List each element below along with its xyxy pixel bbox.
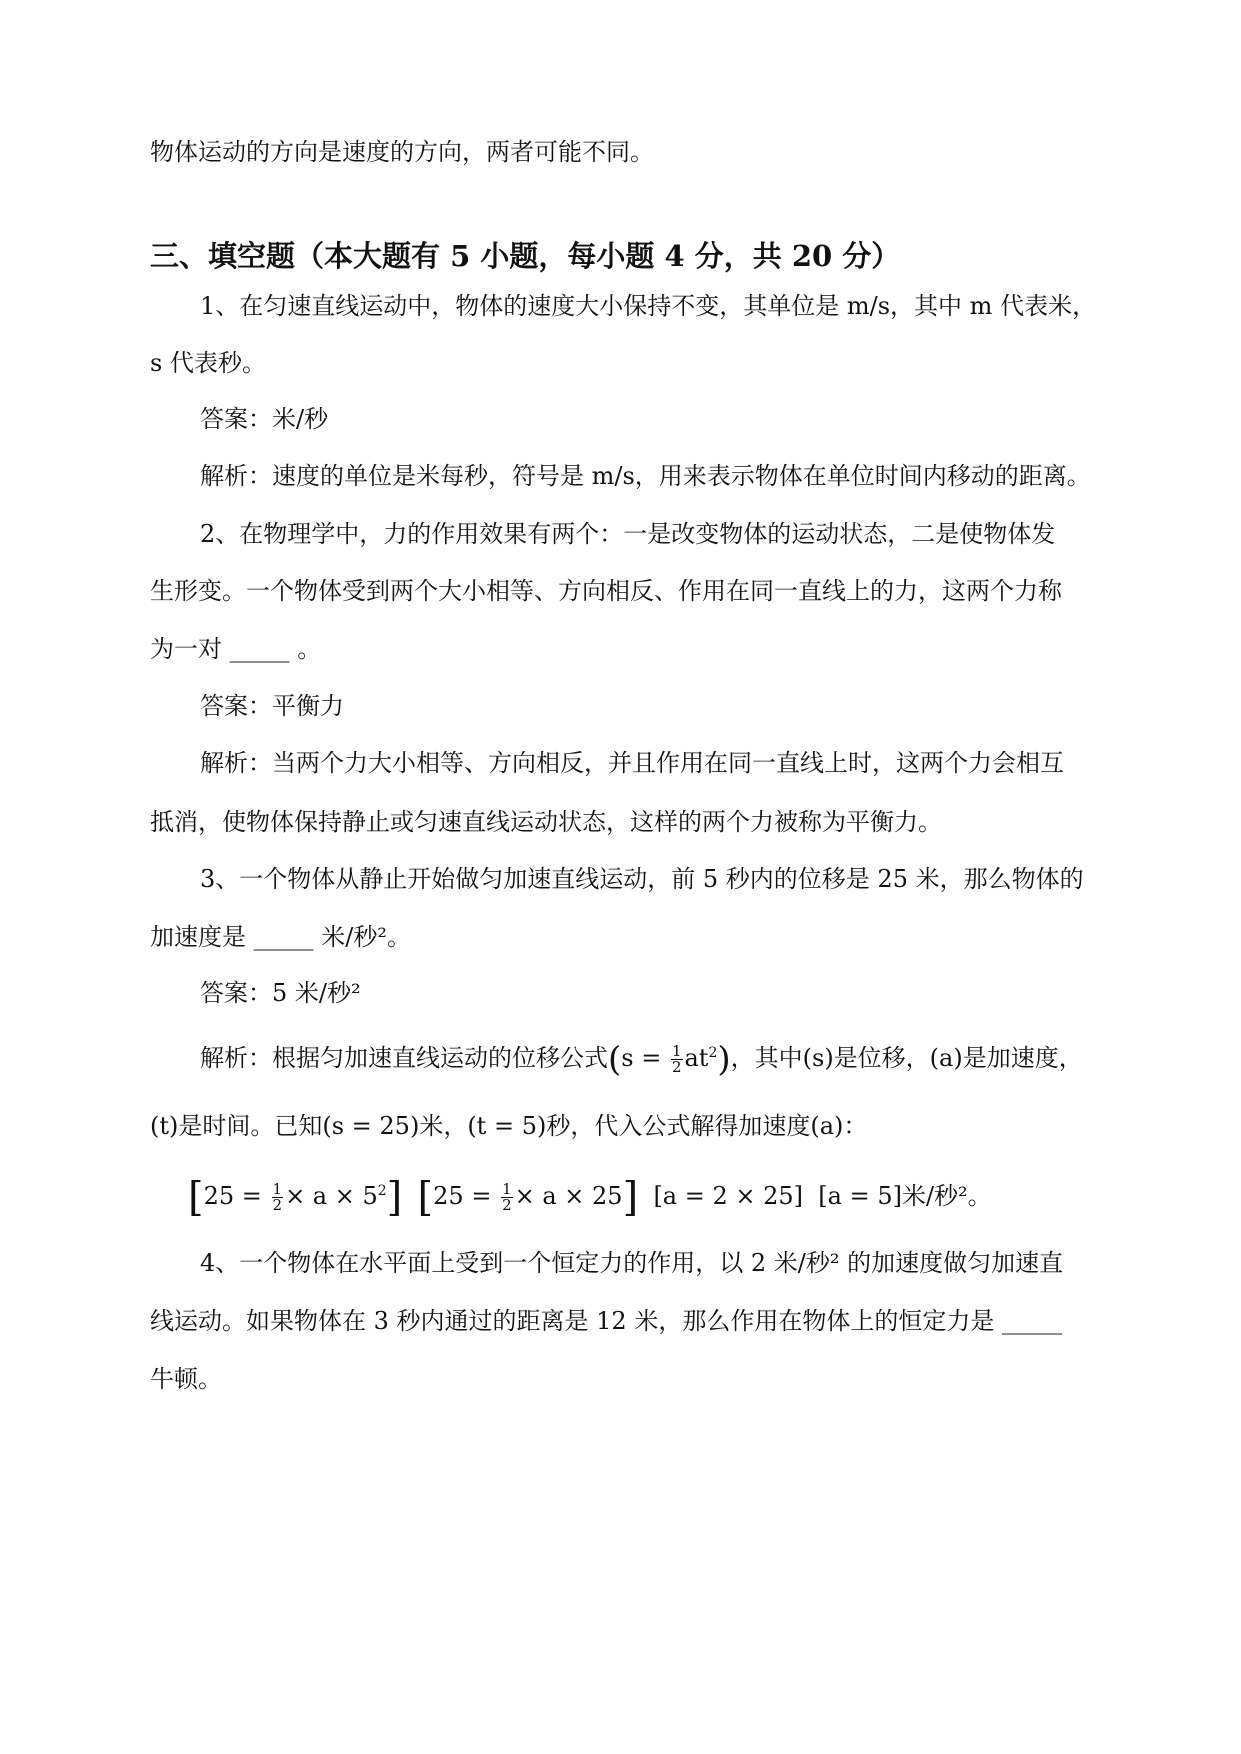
eq2-frac-den: 2 [502,1196,512,1214]
q4-line3: 牛顿。 [150,1365,222,1393]
q1-answer: 答案：米/秒 [200,405,329,433]
formula-s: s = [621,1044,669,1072]
formula-paren-close: ) [717,1039,731,1080]
q1-analysis: 解析：速度的单位是米每秒，符号是 m/s，用来表示物体在单位时间内移动的距离。 [200,462,1091,490]
q4-line2: 线运动。如果物体在 3 秒内通过的距离是 12 米，那么作用在物体上的恒定力是 _____ [150,1307,1062,1335]
q3-equation-line [188,1174,992,1221]
eq4: [a = 5]米/秒²。 [818,1182,992,1210]
eq1-fraction [272,1182,284,1213]
eq1-left: 25 = [203,1182,270,1210]
q3-analysis-line1 [200,1037,1083,1080]
q2-line3: 为一对 _____ 。 [150,635,322,663]
formula-at: at [684,1044,709,1072]
formula-exponent: 2 [708,1045,718,1061]
q3-line2: 加速度是 _____ 米/秒²。 [150,923,411,951]
q3-answer: 答案：5 米/秒² [200,979,361,1007]
q1-line2: s 代表秒。 [150,349,266,377]
q2-line2: 生形变。一个物体受到两个大小相等、方向相反、作用在同一直线上的力，这两个力称 [150,577,1062,605]
eq1-bracket-open: [ [188,1174,204,1221]
eq1-frac-num: 1 [272,1180,283,1198]
eq2-left: 25 = [433,1182,500,1210]
q1-line1: 1、在匀速直线运动中，物体的速度大小保持不变，其单位是 m/s，其中 m 代表米， [200,292,1097,320]
formula-frac-num: 1 [671,1042,682,1060]
eq3: [a = 2 × 25] [653,1182,804,1210]
eq2-bracket-close: ] [622,1174,639,1221]
eq1-frac-den: 2 [272,1196,283,1214]
q2-analysis-line2: 抵消，使物体保持静止或匀速直线运动状态，这样的两个力被称为平衡力。 [150,808,942,836]
q3-analysis-line2: (t)是时间。已知(s = 25)米，(t = 5)秒，代入公式解得加速度(a)： [150,1112,868,1140]
formula-paren-open: ( [608,1039,622,1080]
section-title: 三、填空题（本大题有 5 小题，每小题 4 分，共 20 分） [150,239,901,273]
eq1-bracket-close: ] [386,1174,403,1221]
intro-line: 物体运动的方向是速度的方向，两者可能不同。 [150,138,654,166]
eq2-right: × a × 25 [514,1182,623,1210]
q3-analysis-prefix: 解析：根据匀加速直线运动的位移公式 [200,1044,608,1072]
formula-frac-den: 2 [671,1058,682,1076]
eq2-frac-num: 1 [502,1180,512,1198]
q2-answer: 答案：平衡力 [200,692,344,720]
eq2-bracket-open: [ [417,1174,434,1221]
formula-fraction [671,1044,683,1075]
eq1-exponent: 2 [377,1183,387,1199]
eq2-fraction [501,1182,513,1213]
q2-analysis-line1: 解析：当两个力大小相等、方向相反，并且作用在同一直线上时，这两个力会相互 [200,749,1064,777]
q3-line1: 3、一个物体从静止开始做匀加速直线运动，前 5 秒内的位移是 25 米，那么物体的 [200,865,1084,893]
q2-line1: 2、在物理学中，力的作用效果有两个：一是改变物体的运动状态，二是使物体发 [200,520,1056,548]
q3-analysis-suffix: ，其中(s)是位移，(a)是加速度， [730,1044,1083,1072]
eq1-right: × a × 5 [285,1182,378,1210]
q4-line1: 4、一个物体在水平面上受到一个恒定力的作用，以 2 米/秒² 的加速度做匀加速直 [200,1249,1064,1277]
